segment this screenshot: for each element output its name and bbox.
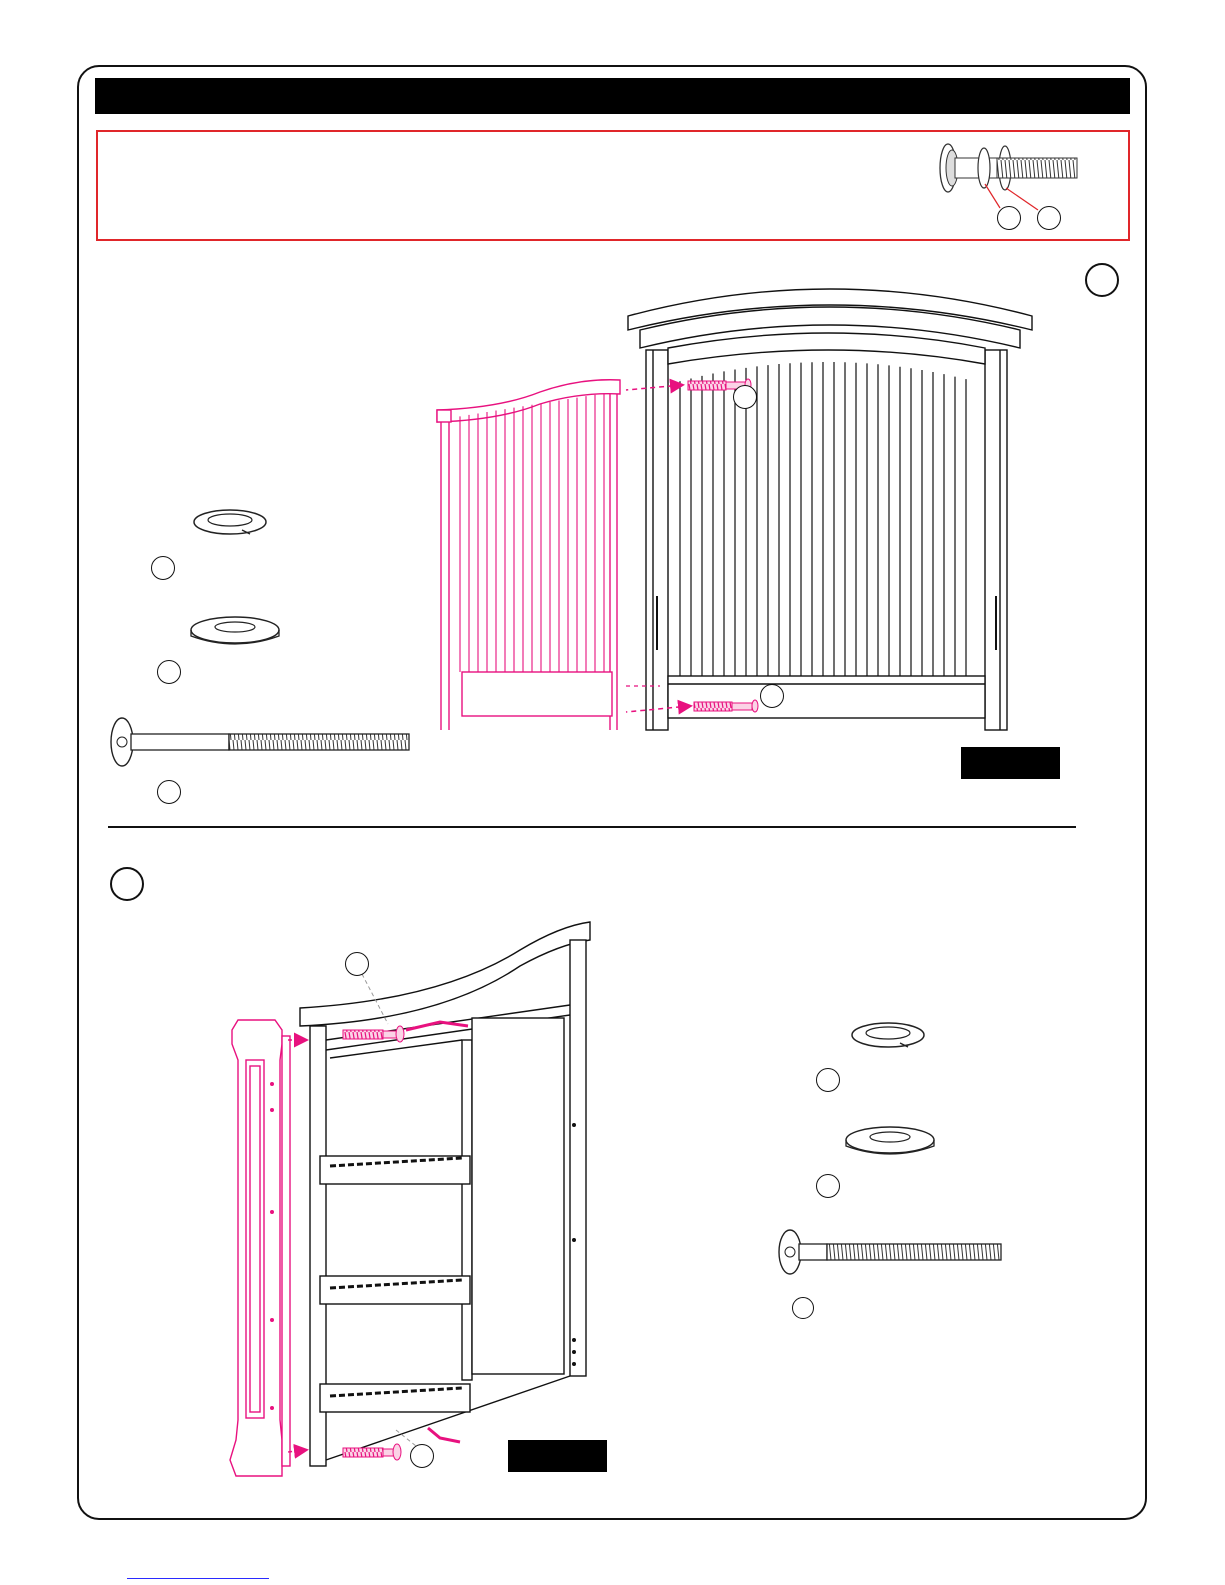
bolt-icon — [111, 718, 409, 766]
arrow-bottom-step2 — [288, 1450, 306, 1452]
part-label-lock-washer-step1 — [151, 556, 175, 580]
headboard-slats — [680, 362, 966, 676]
part-label-lock-washer-step2 — [816, 1068, 840, 1092]
flat-washer-icon — [191, 617, 279, 644]
part-label-bolt-step2 — [792, 1297, 814, 1319]
lock-washer-icon — [852, 1023, 924, 1047]
bolt-bottom-step2 — [343, 1428, 460, 1460]
slide-rail-top — [320, 1156, 470, 1184]
corner-post-pink — [230, 1020, 290, 1476]
callout-bolt-bottom-step2 — [410, 1444, 434, 1468]
bolt-icon — [779, 1230, 1001, 1274]
slide-rail-middle — [320, 1276, 470, 1304]
step-1-badge — [961, 747, 1060, 779]
callout-bolt-bottom-step1 — [760, 684, 784, 708]
side-panel-pink — [437, 380, 620, 730]
part-label-flat-washer-step1 — [157, 660, 181, 684]
callout-bolt-top-step2 — [345, 952, 369, 976]
callout-bolt-top-step1 — [733, 385, 757, 409]
step-1-number — [1085, 263, 1119, 297]
callout-washer-inset-b — [1037, 206, 1061, 230]
step-2-badge — [508, 1440, 607, 1472]
footer-link-underline[interactable] — [127, 1578, 269, 1579]
slide-rail-bottom — [320, 1384, 470, 1412]
lock-washer-icon — [194, 510, 266, 534]
allen-wrench-icon — [406, 1022, 468, 1030]
callout-washer-inset-a — [997, 206, 1021, 230]
step-2-number — [110, 867, 144, 901]
side-panel-slats — [460, 393, 604, 672]
end-panel — [300, 922, 590, 1466]
part-label-bolt-step1 — [157, 780, 181, 804]
arrow-top-step1 — [626, 385, 682, 390]
headboard-panel — [628, 289, 1032, 730]
flat-washer-icon — [846, 1127, 934, 1154]
hardware-stack-inset — [940, 144, 1077, 210]
part-label-flat-washer-step2 — [816, 1174, 840, 1198]
